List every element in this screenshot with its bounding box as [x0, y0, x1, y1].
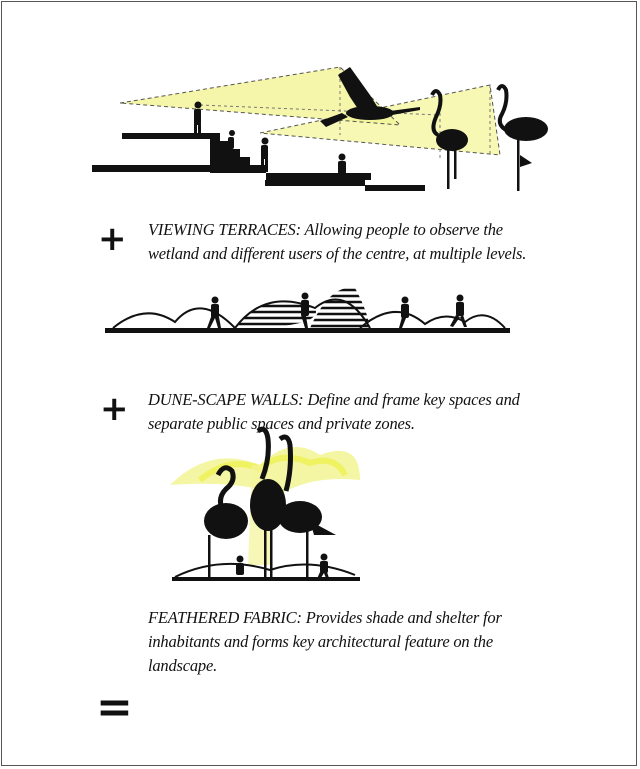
ground-line: [105, 328, 510, 333]
section-heading: DUNE-SCAPE WALLS:: [148, 390, 304, 409]
section-text: Provides shade and shelter for inhabitants and forms key architectural feature on the landscape.: [148, 608, 502, 675]
flamingo-standing-silhouette: [498, 86, 548, 191]
viewing-terraces-illustration: [80, 55, 560, 200]
feathered-fabric-caption: [148, 606, 528, 678]
plus-symbol: +: [100, 389, 129, 429]
equals-symbol: =: [96, 682, 133, 733]
striped-dune-wall: [225, 290, 375, 326]
section-heading: FEATHERED FABRIC:: [148, 608, 302, 627]
feathered-fabric-illustration: [160, 425, 380, 590]
section-heading: VIEWING TERRACES:: [148, 220, 301, 239]
ground-line: [172, 577, 360, 581]
flamingo-group-silhouette: [204, 429, 336, 581]
plus-symbol: +: [98, 219, 127, 259]
section-text: Define and frame key spaces and separate public spaces and private zones.: [148, 390, 520, 433]
dune-scape-walls-illustration: [105, 280, 510, 340]
section-text: Allowing people to observe the wetland and different users of the centre, at multiple levels.: [148, 220, 527, 263]
viewing-terraces-caption: [148, 218, 528, 266]
